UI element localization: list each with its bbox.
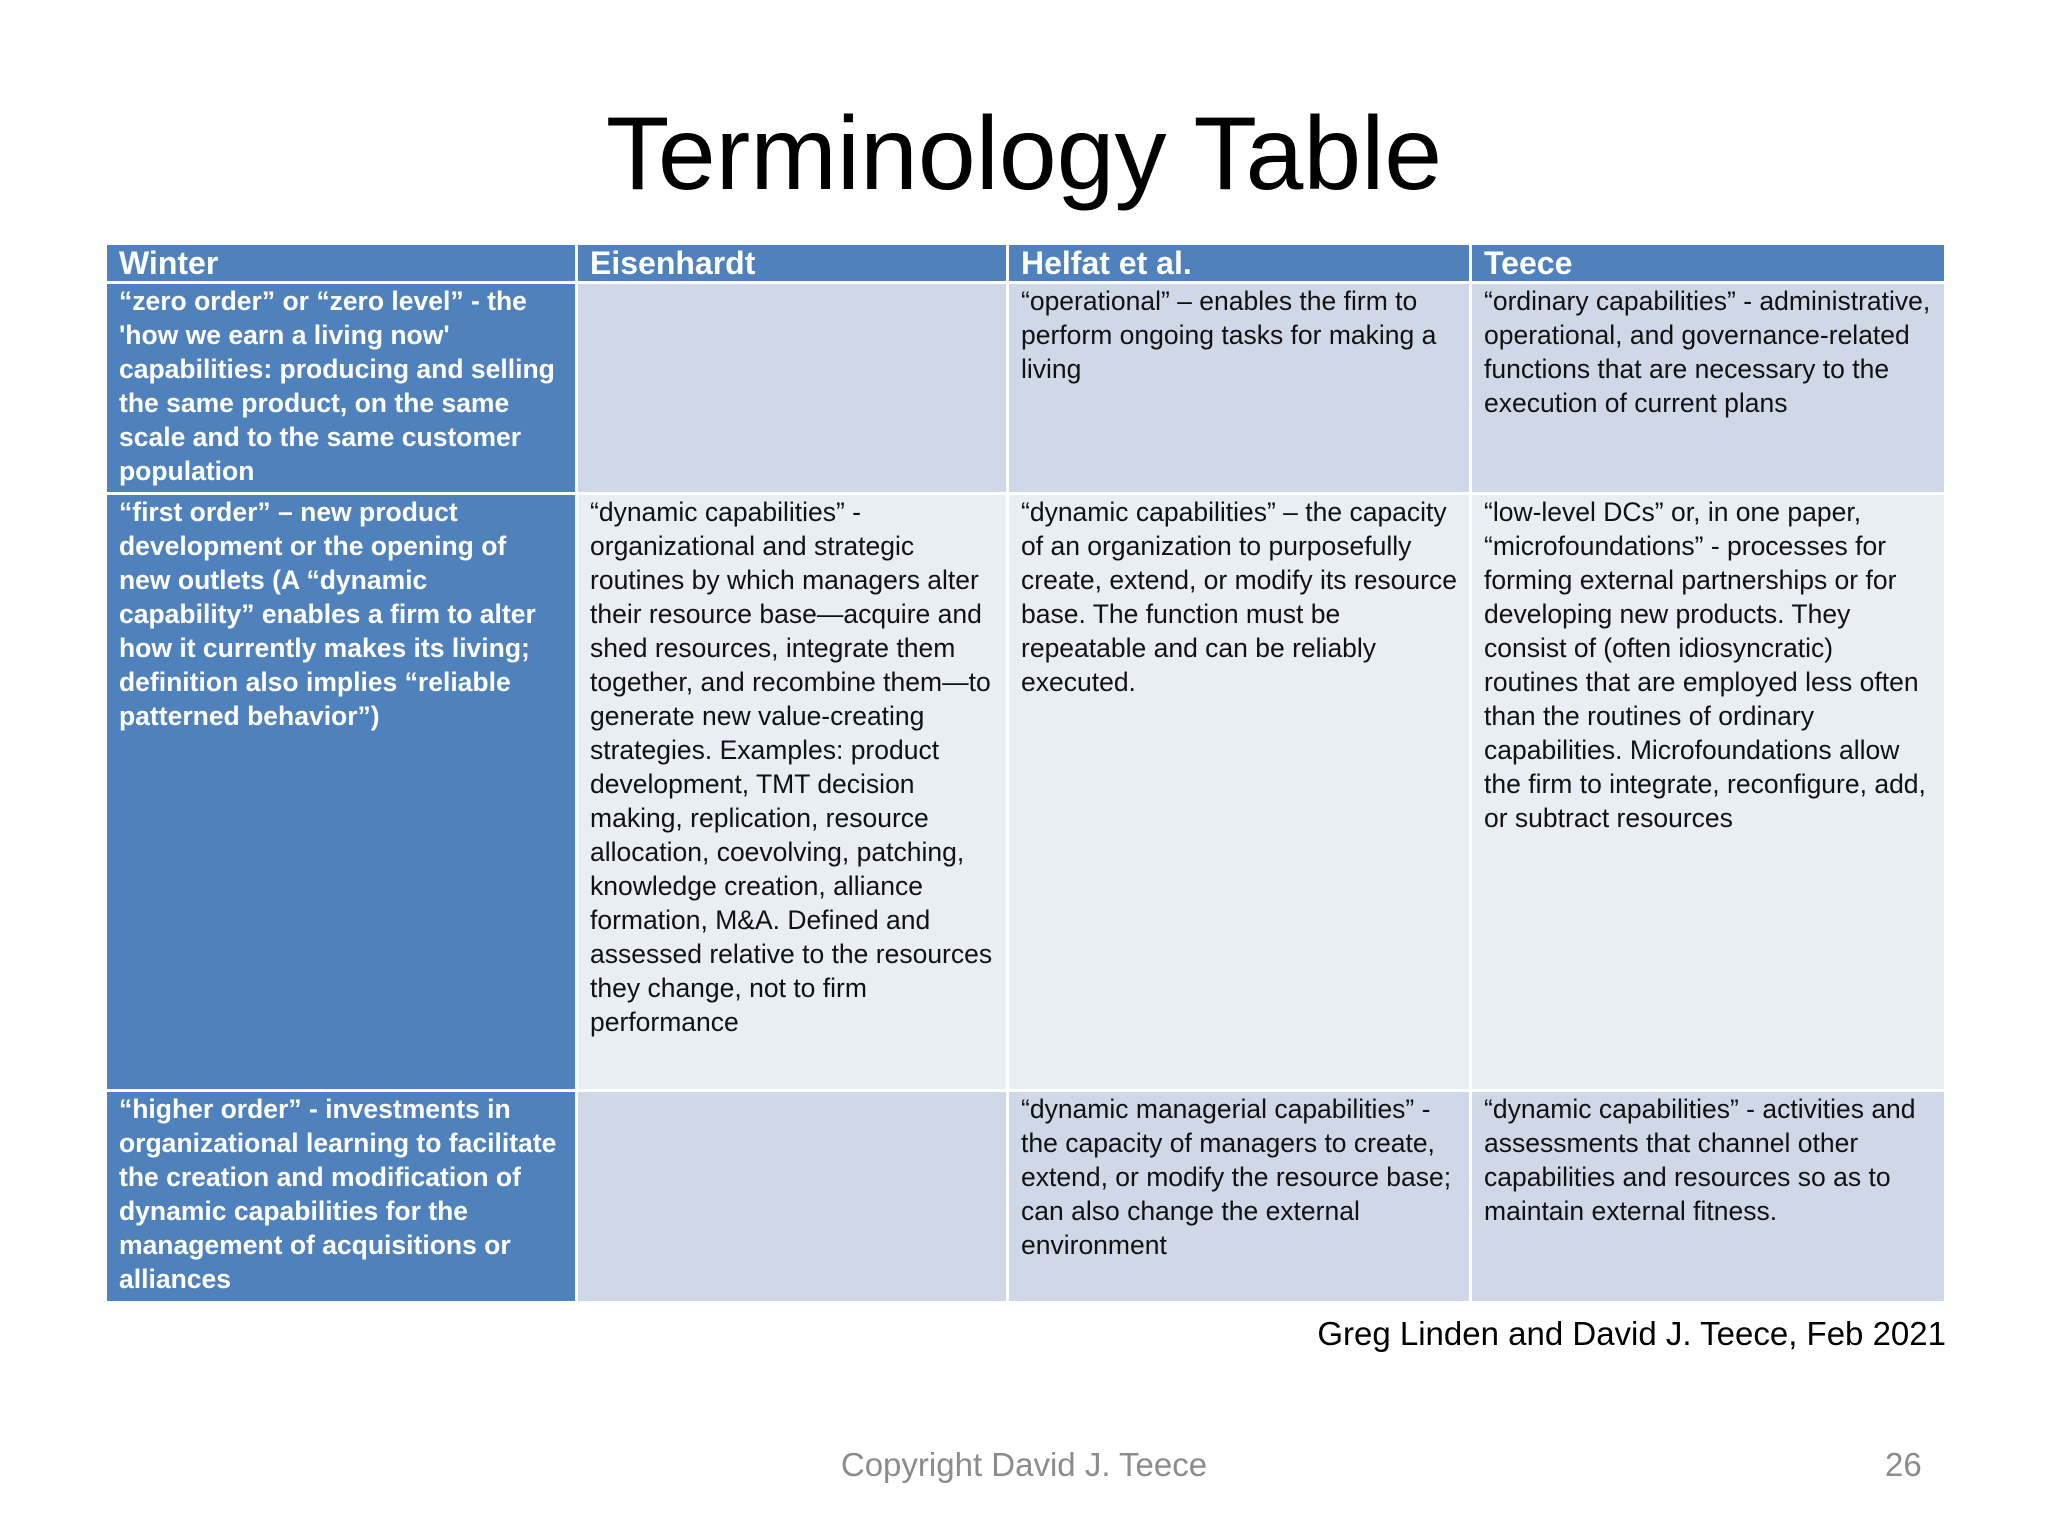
copyright-footer: Copyright David J. Teece bbox=[840, 1446, 1208, 1483]
cell-teece: “ordinary capabilities” - administrative, operational, and governance-related functions that are necessary to the execution of current plans bbox=[1472, 284, 1944, 492]
table-row bbox=[107, 1092, 1944, 1301]
terminology-table bbox=[104, 242, 1947, 1304]
table-row bbox=[107, 284, 1944, 492]
citation: Greg Linden and David J. Teece, Feb 2021 bbox=[1317, 1315, 1946, 1352]
cell-winter: “first order” – new product development or the opening of new outlets (A “dynamic capability” enables a firm to alter how it currently makes its living; definition also implies “reliable patterned behavior”) bbox=[107, 495, 575, 1089]
header-winter: Winter bbox=[107, 245, 575, 281]
cell-helfat: “dynamic managerial capabilities” - the capacity of managers to create, extend, or modify the resource base; can also change the external environment bbox=[1009, 1092, 1469, 1301]
table-row bbox=[107, 495, 1944, 1089]
header-helfat: Helfat et al. bbox=[1009, 245, 1469, 281]
cell-eisenhardt bbox=[578, 1092, 1006, 1301]
page-number: 26 bbox=[1885, 1446, 1922, 1483]
cell-helfat: “operational” – enables the firm to perform ongoing tasks for making a living bbox=[1009, 284, 1469, 492]
table-header-row bbox=[107, 245, 1944, 281]
cell-teece: “low-level DCs” or, in one paper, “microfoundations” - processes for forming external partnerships or for developing new products. They consist of (often idiosyncratic) routines that are employed less often than the routines of ordinary capabilities. Microfoundations allow the firm to integrate, reconfigure, add, or subtract resources bbox=[1472, 495, 1944, 1089]
header-eisenhardt: Eisenhardt bbox=[578, 245, 1006, 281]
slide-title: Terminology Table bbox=[605, 96, 1443, 212]
cell-helfat: “dynamic capabilities” – the capacity of an organization to purposefully create, extend, or modify its resource base. The function must be repeatable and can be reliably executed. bbox=[1009, 495, 1469, 1089]
cell-teece: “dynamic capabilities” - activities and assessments that channel other capabilities and resources so as to maintain external fitness. bbox=[1472, 1092, 1944, 1301]
cell-winter: “higher order” - investments in organizational learning to facilitate the creation and modification of dynamic capabilities for the management of acquisitions or alliances bbox=[107, 1092, 575, 1301]
cell-eisenhardt bbox=[578, 284, 1006, 492]
cell-eisenhardt: “dynamic capabilities” - organizational and strategic routines by which managers alter their resource base—acquire and shed resources, integrate them together, and recombine them—to generate new value-creating strategies. Examples: product development, TMT decision making, replication, resource allocation, coevolving, patching, knowledge creation, alliance formation, M&A. Defined and assessed relative to the resources they change, not to firm performance bbox=[578, 495, 1006, 1089]
header-teece: Teece bbox=[1472, 245, 1944, 281]
cell-winter: “zero order” or “zero level” - the 'how we earn a living now' capabilities: producing and selling the same product, on the same scale and to the same customer population bbox=[107, 284, 575, 492]
